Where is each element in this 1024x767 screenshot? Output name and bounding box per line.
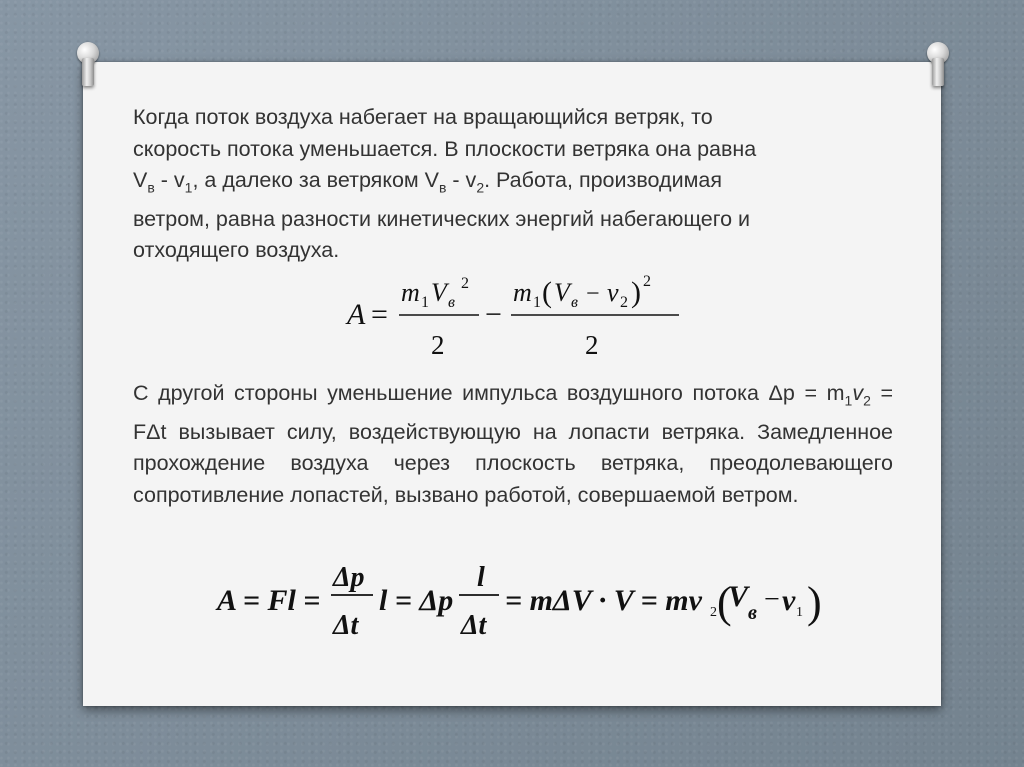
pushpin-top-left-icon xyxy=(75,42,101,90)
svg-text:l: l xyxy=(477,562,485,593)
svg-text:2: 2 xyxy=(710,605,717,620)
svg-text:(: ( xyxy=(542,276,552,309)
svg-text:Δp: Δp xyxy=(333,562,365,593)
intro-line-5: отходящего воздуха. xyxy=(133,238,340,263)
svg-text:в: в xyxy=(448,294,455,311)
svg-text:2: 2 xyxy=(643,273,651,290)
svg-text:2: 2 xyxy=(431,330,445,360)
paragraph-intro xyxy=(133,102,893,267)
svg-text:l = Δp: l = Δp xyxy=(379,584,454,617)
svg-text:2: 2 xyxy=(620,294,628,311)
svg-text:−: − xyxy=(485,298,502,331)
svg-text:2: 2 xyxy=(585,330,599,360)
svg-text:1: 1 xyxy=(533,294,541,311)
svg-text:Δt: Δt xyxy=(333,610,359,641)
pushpin-top-right-icon xyxy=(925,42,951,90)
svg-text:A: A xyxy=(347,298,366,331)
svg-text:V: V xyxy=(431,278,447,307)
svg-text:= mΔV · V = mv: = mΔV · V = mv xyxy=(505,584,702,617)
svg-text:v: v xyxy=(782,584,796,617)
svg-text:−: − xyxy=(586,281,600,307)
svg-text:m: m xyxy=(401,278,420,307)
svg-text:V: V xyxy=(554,278,570,307)
svg-text:(: ( xyxy=(717,578,732,627)
svg-text:1: 1 xyxy=(796,605,803,620)
svg-text:в: в xyxy=(571,294,578,311)
intro-line-4: ветром, равна разности кинетических энергий набегающего и xyxy=(133,206,751,231)
svg-text:V: V xyxy=(728,580,749,613)
svg-text:−: − xyxy=(764,584,780,615)
svg-text:A = Fl =: A = Fl = xyxy=(217,584,321,617)
intro-line-2: скорость потока уменьшается. В плоскости ветряка она равна xyxy=(133,136,757,161)
intro-line-1: Когда поток воздуха набегает на вращающийся ветряк, то xyxy=(133,105,713,129)
svg-text:v: v xyxy=(607,278,619,307)
svg-text:=: = xyxy=(371,298,388,331)
formula-work-kinetic-energy xyxy=(345,268,685,360)
intro-line-3: $V_в - v_1$, а далеко за ветряком $V_в - v_2$. Работа, производимая xyxy=(133,168,722,196)
svg-text:Δt: Δt xyxy=(461,610,487,641)
svg-text:в: в xyxy=(748,602,757,624)
svg-text:1: 1 xyxy=(421,294,429,311)
svg-text:): ) xyxy=(807,578,822,627)
formula-work-force xyxy=(215,562,825,652)
paragraph-momentum: С другой стороны уменьшение импульса воздушного потока $\Delta p = m_1v_2 = F\Delta t$ вызывает силу, воздействующую на лопасти ветряка. Замедленное прохождение воздуха через плоскость ветряка, преодолевающего сопротивление лопастей, вызвано работой, совершаемой ветром. xyxy=(133,381,893,507)
svg-text:): ) xyxy=(631,276,641,309)
svg-text:2: 2 xyxy=(461,275,469,292)
svg-text:m: m xyxy=(513,278,532,307)
